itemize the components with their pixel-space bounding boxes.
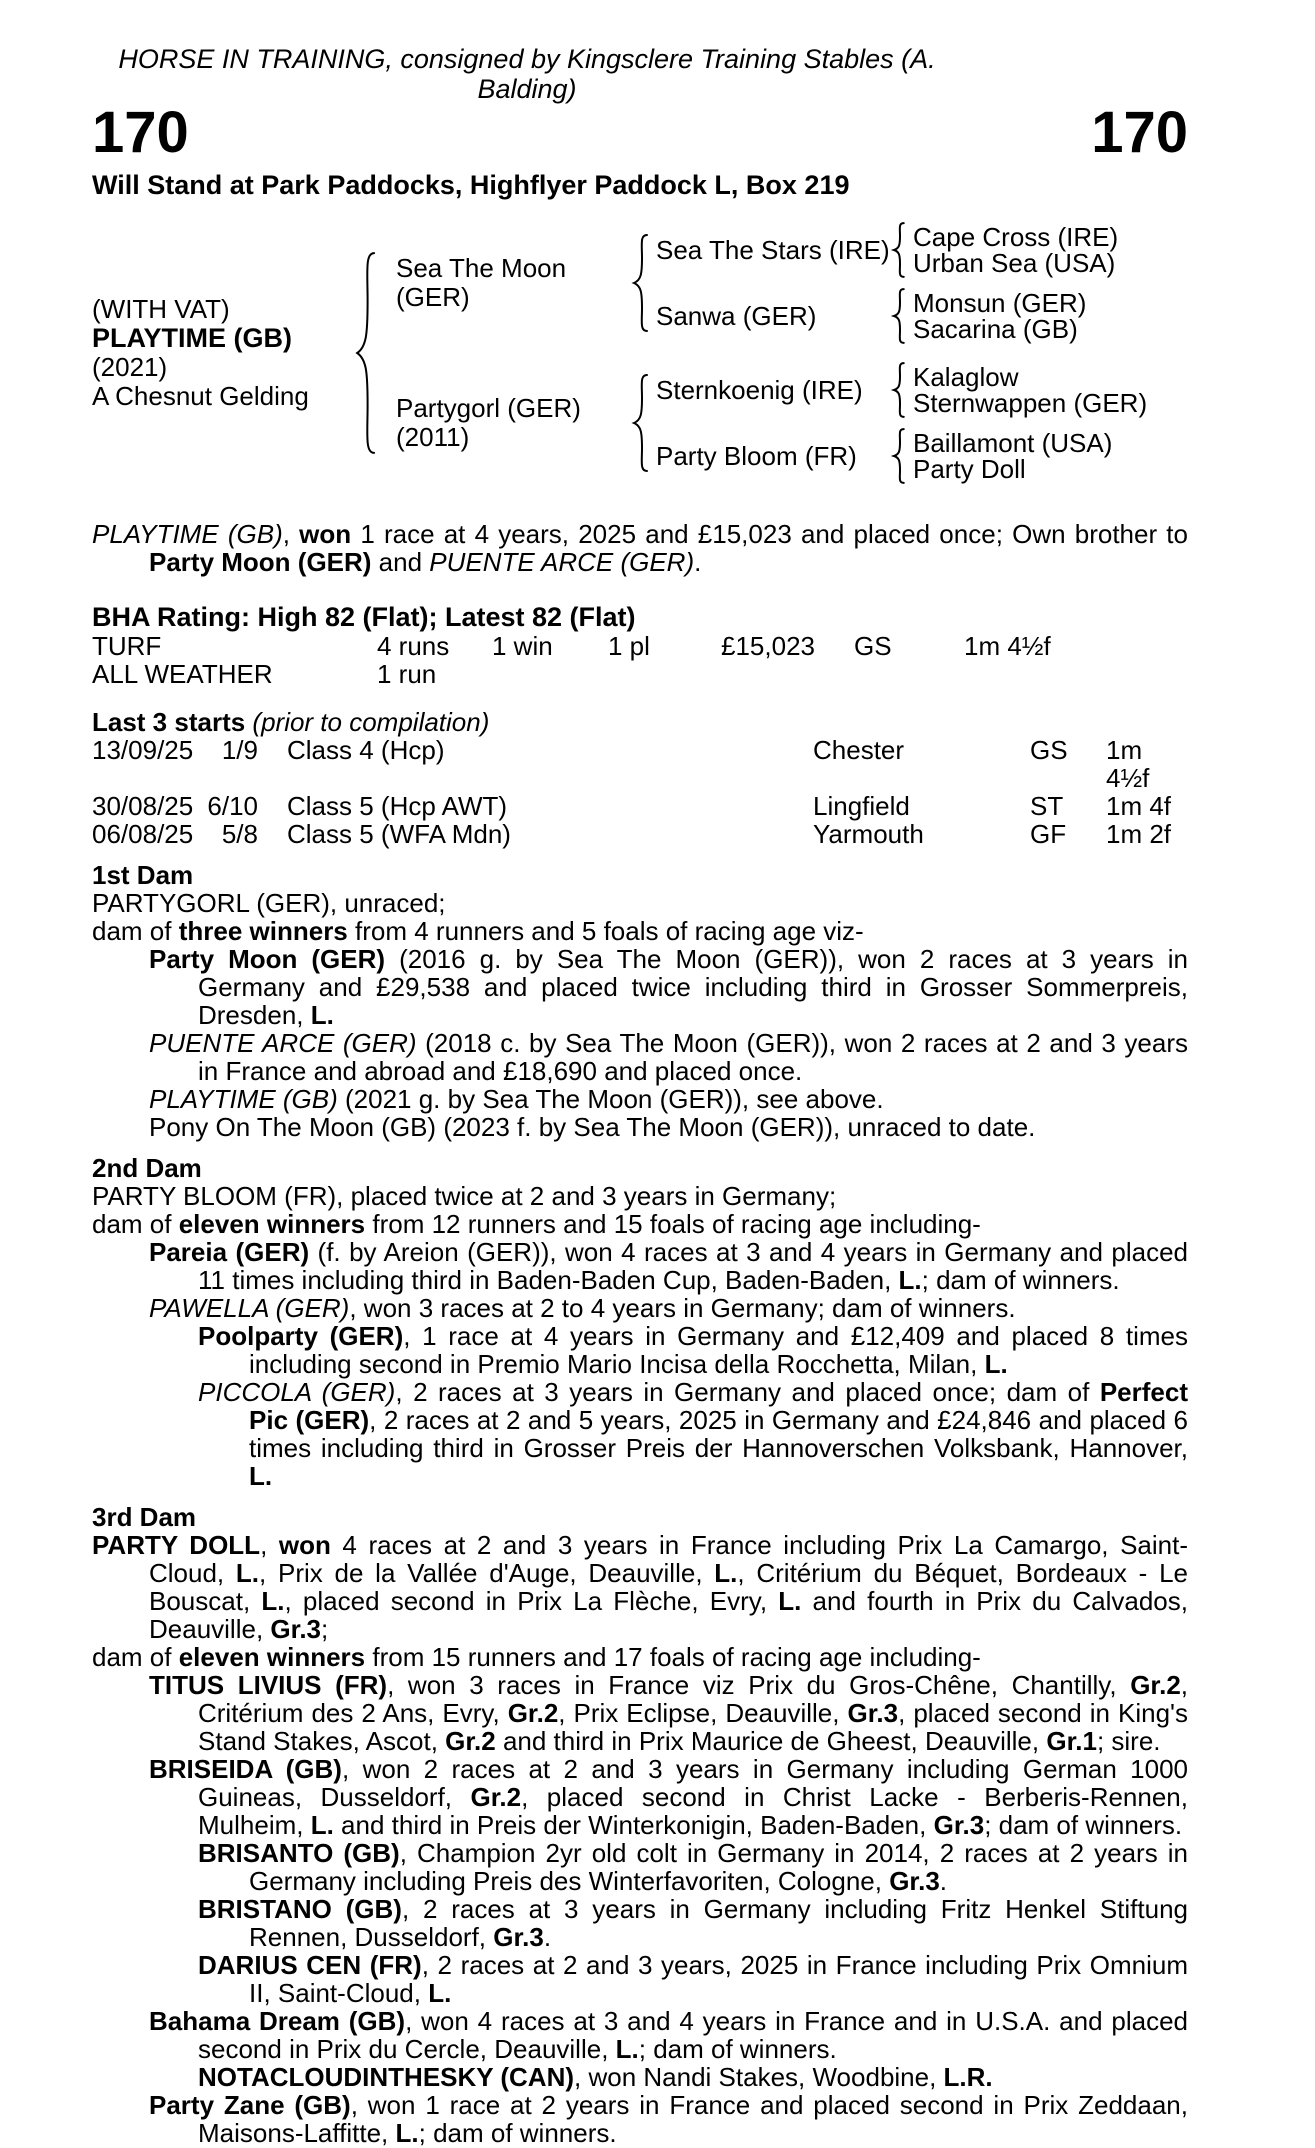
text-segment: dam of [92,1209,179,1239]
text-segment: ; dam of winners. [921,1265,1120,1295]
last-starts-heading [92,708,1188,736]
text-segment: Party Zane (GB) [149,2090,351,2120]
pedigree-note-paragraph [198,2062,1188,2092]
text-segment: Gr.3 [847,1698,899,1728]
bha-runs: 1 run [377,659,437,689]
pedigree-ancestor-name: Baillamont (USA) [913,428,1113,458]
text-segment: , Champion 2yr old colt in Germany in 2014, 2 races at 2 years in Germany including Preis des Winterfavoriten, Cologne, [249,1838,1188,1896]
text-segment: PARTY BLOOM (FR), placed twice at 2 and 3 years in Germany; [92,1181,837,1211]
last-start-row [92,820,1188,848]
bha-surface: TURF [92,631,162,661]
text-segment: PARTY DOLL [92,1530,261,1560]
pedigree-note-paragraph [149,2006,1188,2064]
pedigree-brace-icon [891,362,913,418]
text-segment: (f. by Areion (GER)), won 4 races at 3 and 4 years in Germany and placed 11 times including third in Baden-Baden Cup, Baden-Baden, [198,1237,1188,1295]
pedigree-ancestor-name: Kalaglow [913,362,1019,392]
text-segment: L. [310,1810,334,1840]
pedigree-note-paragraph [92,889,1188,917]
pedigree-brace-icon [352,249,382,457]
last-starts-rows [92,736,1188,848]
dam-heading: 3rd Dam [92,1502,197,1532]
vat-note: (WITH VAT) [92,294,230,324]
race-going: GF [1030,819,1067,849]
dam-dam-name: Party Bloom (FR) [656,441,857,471]
text-segment: , Prix Eclipse, Deauville, [558,1698,848,1728]
subject-name: PLAYTIME (GB) [92,323,293,353]
text-segment: PLAYTIME (GB) [92,519,283,549]
text-segment: eleven winners [178,1209,366,1239]
race-course: Yarmouth [813,819,924,849]
text-segment: L. [249,1461,273,1491]
text-segment: Gr.2 [445,1726,496,1756]
dam-grandparents [656,362,1188,484]
pedigree-note-paragraph [92,1182,1188,1210]
pedigree-note-paragraph [92,1643,1188,1671]
pedigree-ancestor-name: Party Doll [913,454,1026,484]
pedigree-brace-icon [891,288,913,344]
text-segment: Gr.3 [933,1810,985,1840]
race-finish-position: 1/9 [221,735,258,765]
text-segment: from 15 runners and 17 foals of racing age including- [365,1642,981,1672]
bha-rows [92,632,1188,688]
text-segment: L. [984,1349,1008,1379]
sire-dam-parents [913,290,1188,342]
text-segment: Poolparty (GER) [198,1321,404,1351]
text-segment: , [260,1530,279,1560]
dam-section [92,861,1188,1141]
bha-rating-heading: BHA Rating: High 82 (Flat); Latest 82 (Flat) [92,602,636,632]
lot-number-row [92,100,1188,165]
text-segment: , placed second in King's Stand Stakes, Ascot, [198,1698,1188,1756]
text-segment: , won 2 races at 2 and 3 years in Germany including German 1000 Guineas, Dusseldorf, [198,1754,1189,1812]
sire-dam-name: Sanwa (GER) [656,301,817,331]
text-segment: . [939,1866,948,1896]
text-segment: Pareia (GER) [149,1237,310,1267]
last-starts-heading-note: (prior to compilation) [245,707,490,737]
pedigree-ancestor-name: Urban Sea (USA) [913,248,1116,278]
race-distance: 1m 4f [1106,791,1172,821]
text-segment: PLAYTIME (GB) [149,1084,338,1114]
text-segment: , 2 races at 2 and 5 years, 2025 in Germany and £24,846 and placed 6 times including third in Grosser Preis der Hannoverschen Volksbank, Hannover, [249,1405,1188,1463]
text-segment: PUENTE ARCE (GER) [149,1028,417,1058]
text-segment: TITUS LIVIUS (FR) [149,1670,388,1700]
bha-rating-section [92,602,1188,688]
bha-earnings: £15,023 [721,631,815,661]
dam-branch [382,362,1188,484]
dam-heading: 1st Dam [92,860,194,890]
pedigree-note-paragraph [149,1028,1188,1086]
text-segment: L. [395,2118,419,2148]
race-race-class: Class 5 (Hcp AWT) [287,791,508,821]
lot-number-right: 170 [1091,100,1188,165]
text-segment: Perfect Pic (GER) [249,1377,1188,1435]
race-course: Lingfield [813,791,910,821]
text-segment: L. [428,1978,452,2008]
text-segment: , Prix de la Vallée d'Auge, Deauville, [259,1558,715,1588]
pedigree-note-paragraph [149,1670,1189,1756]
text-segment: L. [261,1586,285,1616]
last-start-row [92,736,1188,792]
text-segment: , Critérium des 2 Ans, Evry, [198,1670,1189,1728]
text-segment: , won 3 races at 2 to 4 years in Germany; dam of winners. [349,1293,1016,1323]
race-finish-position: 6/10 [207,791,258,821]
sire-sire-name: Sea The Stars (IRE) [656,235,890,265]
race-race-class: Class 4 (Hcp) [287,735,445,765]
text-segment: Party Moon (GER) [149,547,372,577]
text-segment: L. [310,1000,334,1030]
text-segment: and third in Preis der Winterkonigin, Baden-Baden, [333,1810,934,1840]
race-race-class: Class 5 (WFA Mdn) [287,819,511,849]
text-segment: ; sire. [1096,1726,1161,1756]
pedigree-note-paragraph [198,1377,1188,1491]
text-segment: Bahama Dream (GB) [149,2006,406,2036]
dam-dam-group [656,428,1188,484]
text-segment: and [371,547,430,577]
text-segment: Gr.2 [1130,1670,1181,1700]
sire-cell [382,254,630,312]
text-segment: Gr.3 [889,1866,940,1896]
dam-heading: 2nd Dam [92,1153,202,1183]
text-segment: , won 1 race at 2 years in France and placed second in Prix Zeddaan, Maisons-Laffitte, [198,2090,1188,2148]
pedigree-note-paragraph [149,1754,1189,1840]
dam-section [92,1503,1188,2147]
pedigree-brace-icon [630,373,656,473]
pedigree-ancestor-name: Monsun (GER) [913,288,1087,318]
text-segment: ; dam of winners. [418,2118,617,2148]
pedigree-note-paragraph [149,1112,1188,1142]
pedigree-ancestor-name: Sternwappen (GER) [913,388,1148,418]
pedigree-note-paragraph [92,1530,1188,1644]
text-segment: L. [778,1586,802,1616]
race-date: 06/08/25 [92,819,194,849]
text-segment: , 2 races at 2 and 3 years, 2025 in France including Prix Omnium II, Saint-Cloud, [249,1950,1188,2008]
text-segment: Gr.1 [1046,1726,1097,1756]
dam-foaled-year: (2011) [396,422,470,452]
text-segment: eleven winners [178,1642,366,1672]
dam-sections [92,861,1188,2147]
text-segment: , won 4 races at 3 and 4 years in France and in U.S.A. and placed second in Prix du Cercle, Deauville, [198,2006,1188,2064]
race-finish-position: 5/8 [221,819,258,849]
pedigree-note-paragraph [92,1210,1188,1238]
last-start-row [92,792,1188,820]
last-starts-section [92,708,1188,848]
bha-distance [964,660,1188,688]
text-segment: , won 3 races in France viz Prix du Gros-Chêne, Chantilly, [387,1670,1131,1700]
pedigree-ancestor-name: Cape Cross (IRE) [913,222,1119,252]
text-segment: 4 races at 2 and 3 years in France including Prix La Camargo, Saint-Cloud, [149,1530,1188,1588]
sire-grandparents [656,222,1188,344]
text-segment: BRISEIDA (GB) [149,1754,342,1784]
text-segment: (2016 g. by Sea The Moon (GER)), won 2 races at 3 years in Germany and £29,538 and placed twice including third in Grosser Sommerpreis, Dresden, [198,944,1188,1030]
text-segment: Gr.3 [493,1922,544,1952]
bha-places: 1 pl [608,631,650,661]
dam-sire-group [656,362,1188,418]
dam-sire-parents [913,364,1188,416]
text-segment: NOTACLOUDINTHESKY (CAN) [198,2062,575,2092]
dam-sire-name: Sternkoenig (IRE) [656,375,863,405]
bha-row [92,632,1188,660]
text-segment: L. [714,1558,738,1588]
text-segment: , placed second in Prix La Flèche, Evry, [284,1586,779,1616]
text-segment: PUENTE ARCE (GER) [429,547,695,577]
last-starts-heading-title: Last 3 starts [92,707,246,737]
text-segment: ; dam of winners. [984,1810,1183,1840]
text-segment: Pony On The Moon (GB) (2023 f. by Sea The Moon (GER)), unraced to date. [149,1112,1036,1142]
sire-branch [382,222,1188,344]
text-segment: , won Nandi Stakes, Woodbine, [574,2062,944,2092]
text-segment: , placed second in Christ Lacke - Berberis-Rennen, Mulheim, [198,1782,1188,1840]
text-segment: BRISANTO (GB) [198,1838,400,1868]
text-segment: Gr.2 [507,1698,559,1728]
text-segment: (2018 c. by Sea The Moon (GER)), won 2 races at 2 and 3 years in France and abroad and £18,690 and placed once. [198,1028,1188,1086]
text-segment: L. [235,1558,260,1588]
race-going: GS [1030,735,1068,765]
text-segment: PAWELLA (GER) [149,1293,350,1323]
pedigree-note-paragraph [149,1084,1188,1114]
race-course: Chester [813,735,905,765]
pedigree-note-paragraph [198,1950,1188,2008]
pedigree-note-paragraph [92,917,1188,945]
text-segment: three winners [178,916,348,946]
sire-dam-group [656,288,1188,344]
pedigree-brace-icon [891,428,913,484]
bha-wins [492,660,608,688]
bha-wins: 1 win [492,631,553,661]
text-segment: , Critérium du Béquet, Bordeaux - Le Bouscat, [149,1558,1188,1616]
bha-places [608,660,721,688]
text-segment: and fourth in Prix du Calvados, Deauville, [149,1586,1188,1644]
pedigree-table [92,222,1188,484]
text-segment: PARTYGORL (GER), unraced; [92,888,446,918]
race-going: ST [1030,791,1064,821]
pedigree-note-paragraph [198,1838,1188,1896]
stand-location-line: Will Stand at Park Paddocks, Highflyer Paddock L, Box 219 [92,170,850,200]
race-date: 30/08/25 [92,791,194,821]
text-segment: won [278,1530,331,1560]
text-segment: L.R. [943,2062,993,2092]
subject-description: A Chesnut Gelding [92,381,309,411]
sire-sire-parents [913,224,1188,276]
race-distance: 1m 4½f [1106,735,1150,793]
bha-going [854,660,964,688]
text-segment: L. [898,1265,922,1295]
text-segment: and third in Prix Maurice de Gheest, Deauville, [495,1726,1047,1756]
dam-section [92,1154,1188,1490]
pedigree-note-paragraph [149,2090,1188,2148]
text-segment: BRISTANO (GB) [198,1894,402,1924]
text-segment: ; dam of winners. [638,2034,837,2064]
pedigree-brace-icon [891,222,913,278]
text-segment: 1 race at 4 years, 2025 and £15,023 and placed once; Own brother to [351,519,1188,549]
text-segment: from 4 runners and 5 foals of racing age viz- [347,916,864,946]
text-segment: ; [321,1614,329,1644]
sire-sire-group [656,222,1188,278]
dam-dam-parents [913,430,1188,482]
pedigree-ancestor-name: Sacarina (GB) [913,314,1078,344]
text-segment: from 12 runners and 15 foals of racing age including- [365,1209,981,1239]
text-segment: Party Moon (GER) [149,944,386,974]
pedigree-brace-icon [630,233,656,333]
text-segment: L. [615,2034,639,2064]
text-segment: won [299,519,352,549]
subject-block [92,295,352,411]
text-segment: dam of [92,916,179,946]
text-segment: . [694,547,702,577]
pedigree-note-paragraph [149,1237,1188,1295]
dam-name: Partygorl (GER) [396,393,581,423]
race-record-summary [92,519,1188,577]
bha-going: GS [854,631,892,661]
text-segment: PICCOLA (GER) [198,1377,396,1407]
text-segment: . [543,1922,552,1952]
text-segment: DARIUS CEN (FR) [198,1950,422,1980]
pedigree-tree [382,222,1188,484]
dam-cell [382,394,630,452]
text-segment: Gr.3 [270,1614,321,1644]
subject-foaled-year: (2021) [92,352,168,382]
bha-runs: 4 runs [377,631,450,661]
text-segment: Gr.2 [470,1782,522,1812]
race-distance: 1m 2f [1106,819,1172,849]
sire-name: Sea The Moon (GER) [396,253,567,312]
lot-number-left: 170 [92,100,189,165]
pedigree-note-paragraph [198,1894,1188,1952]
bha-distance: 1m 4½f [964,631,1051,661]
text-segment: , 2 races at 3 years in Germany and placed once; dam of [395,1377,1100,1407]
pedigree-note-paragraph [149,944,1188,1030]
consignor-line: HORSE IN TRAINING, consigned by Kingsclere Training Stables (A. Balding) [118,44,936,104]
race-date: 13/09/25 [92,735,194,765]
pedigree-note-paragraph [198,1321,1188,1379]
text-segment: (2021 g. by Sea The Moon (GER)), see above. [337,1084,884,1114]
text-segment: , [282,519,300,549]
pedigree-note-paragraph [149,1293,1188,1323]
bha-earnings [721,660,854,688]
bha-surface: ALL WEATHER [92,659,273,689]
text-segment: , 1 race at 4 years in Germany and £12,409 and placed 8 times including second in Premio Mario Incisa della Rocchetta, Milan, [249,1321,1188,1379]
text-segment: , 2 races at 3 years in Germany including Fritz Henkel Stiftung Rennen, Dusseldorf, [249,1894,1188,1952]
bha-row [92,660,1188,688]
text-segment: dam of [92,1642,179,1672]
